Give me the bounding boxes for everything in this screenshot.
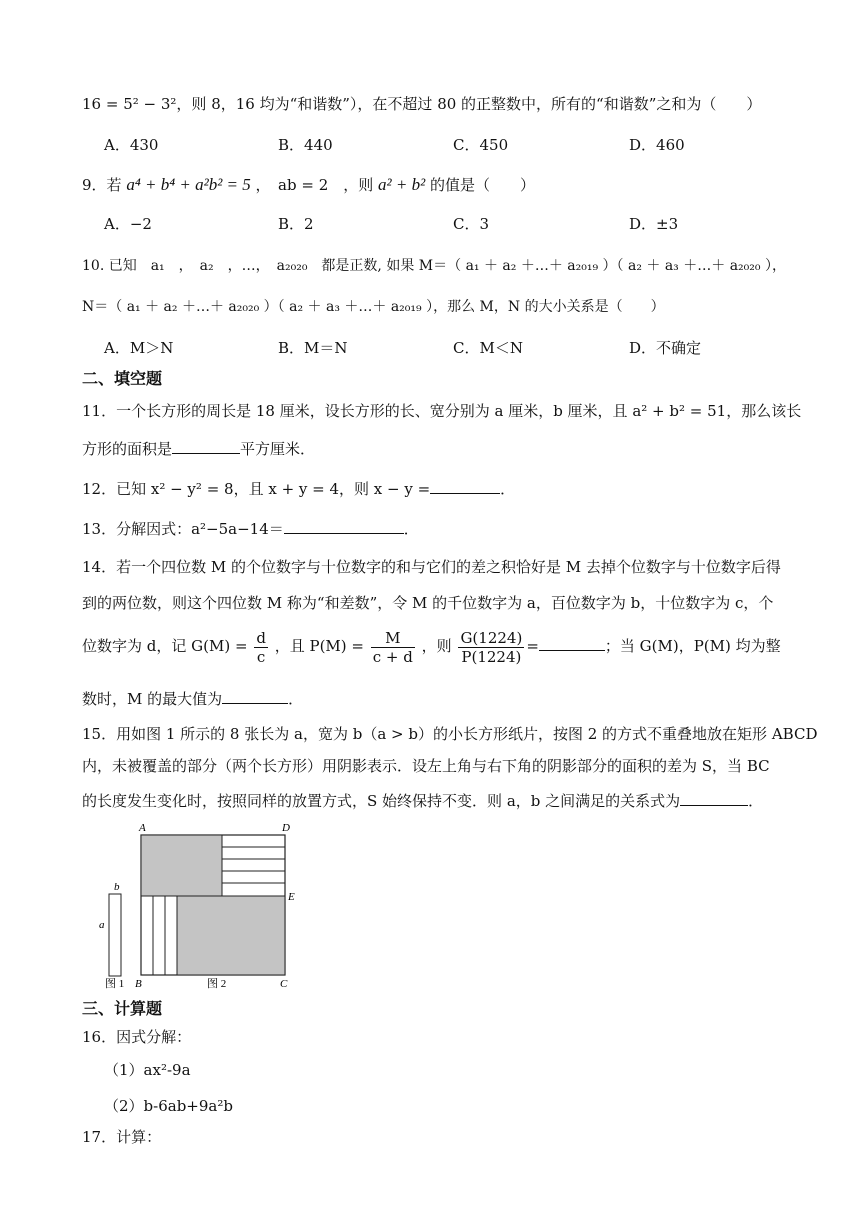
figure2-label-e-vertex: E <box>288 891 295 903</box>
q8-option-d: D．460 <box>629 136 685 154</box>
figure2-label-a-vertex: A <box>139 822 146 834</box>
q12-post: ． <box>500 480 516 498</box>
q15-line1: 15．用如图 1 所示的 8 张长为 a，宽为 b（a > b）的小长方形纸片，按图 2 的方式不重叠地放在矩形 ABCD <box>82 725 818 743</box>
q14-line1: 14．若一个四位数 M 的个位数字与十位数字的和与它们的差之积恰好是 M 去掉个位数字与十位数字后得 <box>82 558 781 576</box>
q8-option-c: C．450 <box>453 136 509 154</box>
figure2-shaded-bottom-right <box>177 896 285 975</box>
q8-option-a: A．430 <box>104 136 159 154</box>
q9-mid: ， ab = 2 ，则 <box>255 176 374 194</box>
q15-line3-post: ． <box>748 792 764 810</box>
q8-option-b: B．440 <box>278 136 333 154</box>
q12-line <box>82 477 515 499</box>
q15-line3-pre: 的长度发生变化时，按照同样的放置方式，S 始终保持不变．则 a，b 之间满足的关系式为 <box>82 792 681 810</box>
q14-g-numerator: d <box>256 628 266 647</box>
q11-answer-blank[interactable] <box>172 437 240 454</box>
q15-figure <box>95 818 310 990</box>
q14-line3-d: = <box>526 637 539 655</box>
section-heading-calculation: 三、计算题 <box>82 999 163 1018</box>
q14-line4-post: ． <box>288 690 304 708</box>
q9-option-a: A．−2 <box>104 215 152 233</box>
figure2-caption: 图 2 <box>207 978 227 990</box>
q10-option-b: B．M＝N <box>278 339 348 357</box>
q13-post: ． <box>403 520 419 538</box>
q17-title: 17．计算： <box>82 1128 162 1146</box>
q14-g-denominator: c <box>256 647 266 666</box>
q8-line <box>82 94 761 114</box>
q14-line3-e: ；当 G(M)，P(M) 均为整 <box>604 637 781 655</box>
q14-line3 <box>82 626 781 666</box>
q14-g-fraction <box>254 629 268 666</box>
q14-ratio-denominator: P(1224) <box>461 647 522 666</box>
q16-title: 16．因式分解： <box>82 1028 192 1046</box>
figure2-label-d-vertex: D <box>282 822 290 834</box>
q11-line2-pre: 方形的面积是 <box>82 440 173 458</box>
q9-number: 9．若 <box>82 176 122 194</box>
q10-option-c: C．M＜N <box>453 339 523 357</box>
q11-line2 <box>82 437 315 459</box>
q13-pre: 13．分解因式：a²−5a−14＝ <box>82 520 284 538</box>
section-heading-fill-in: 二、填空题 <box>82 369 163 388</box>
q13-line <box>82 517 419 539</box>
q8-text: ，则 8，16 均为“和谐数”），在不超过 80 的正整数中，所有的“和谐数”之和为（ ） <box>176 95 762 113</box>
q14-p-fraction <box>371 629 415 666</box>
q12-answer-blank[interactable] <box>430 477 500 494</box>
q15-line3 <box>82 789 763 811</box>
q14-p-denominator: c + d <box>372 647 413 666</box>
q9-expression: a² + b² <box>378 175 426 194</box>
q9-option-b: B．2 <box>278 215 314 233</box>
q10-line1: 10. 已知 a₁ ， a₂ ，…， a₂₀₂₀ 都是正数, 如果 M＝（ a₁ ＋ a₂ ＋…＋ a₂₀₁₉ ）（ a₂ ＋ a₃ ＋…＋ a₂₀₂₀ ）， <box>82 258 786 274</box>
q14-line2: 到的两位数，则这个四位数 M 称为“和差数”，令 M 的千位数字为 a，百位数字为 b，十位数字为 c，个 <box>82 594 774 612</box>
q14-line4-pre: 数时，M 的最大值为 <box>82 690 223 708</box>
q14-line3-c: ，则 <box>421 637 452 655</box>
q10-line2: N＝（ a₁ ＋ a₂ ＋…＋ a₂₀₂₀ ）（ a₂ ＋ a₃ ＋…＋ a₂₀₁₉ ），那么 M，N 的大小关系是（ ） <box>82 299 665 315</box>
q10-option-d: D．不确定 <box>629 339 702 357</box>
figure1-strip <box>109 894 121 976</box>
q9-option-d: D．±3 <box>629 215 679 233</box>
q12-pre: 12．已知 x² − y² = 8，且 x + y = 4，则 x − y = <box>82 480 431 498</box>
figure2-label-c-vertex: C <box>280 978 288 990</box>
q14-answer-blank-1[interactable] <box>539 634 605 651</box>
figure2-label-b-vertex: B <box>135 978 142 990</box>
q11-line1: 11．一个长方形的周长是 18 厘米，设长方形的长、宽分别为 a 厘米，b 厘米，且 a² + b² = 51，那么该长 <box>82 402 802 420</box>
q9-line <box>82 175 535 195</box>
q14-ratio-numerator: G(1224) <box>460 628 523 647</box>
q11-line2-post: 平方厘米． <box>240 440 316 458</box>
figure2-shaded-top-left <box>141 835 222 896</box>
q16-part1: （1）ax²-9a <box>104 1061 191 1079</box>
q14-ratio-fraction <box>458 629 524 666</box>
q9-tail: 的值是（ ） <box>429 176 535 194</box>
q9-equation: a⁴ + b⁴ + a²b² = 5 <box>126 175 251 194</box>
q14-answer-blank-2[interactable] <box>222 687 288 704</box>
q16-part2: （2）b-6ab+9a²b <box>104 1097 233 1115</box>
q14-line4 <box>82 687 303 709</box>
q14-line3-a: 位数字为 d，记 G(M) = <box>82 637 248 655</box>
q15-answer-blank[interactable] <box>680 789 748 806</box>
figure1-label-a: a <box>99 919 105 931</box>
q15-line2: 内，未被覆盖的部分（两个长方形）用阴影表示．设左上角与右下角的阴影部分的面积的差为 S，当 BC <box>82 757 770 775</box>
q10-option-a: A．M＞N <box>104 339 174 357</box>
q14-p-numerator: M <box>371 629 415 648</box>
q13-answer-blank[interactable] <box>284 517 404 534</box>
q9-option-c: C．3 <box>453 215 490 233</box>
q14-line3-b: ，且 P(M) = <box>274 637 364 655</box>
figure1-label-b: b <box>114 881 120 893</box>
q8-expression: 16 = 5² − 3² <box>82 95 177 113</box>
figure1-caption: 图 1 <box>105 978 125 990</box>
